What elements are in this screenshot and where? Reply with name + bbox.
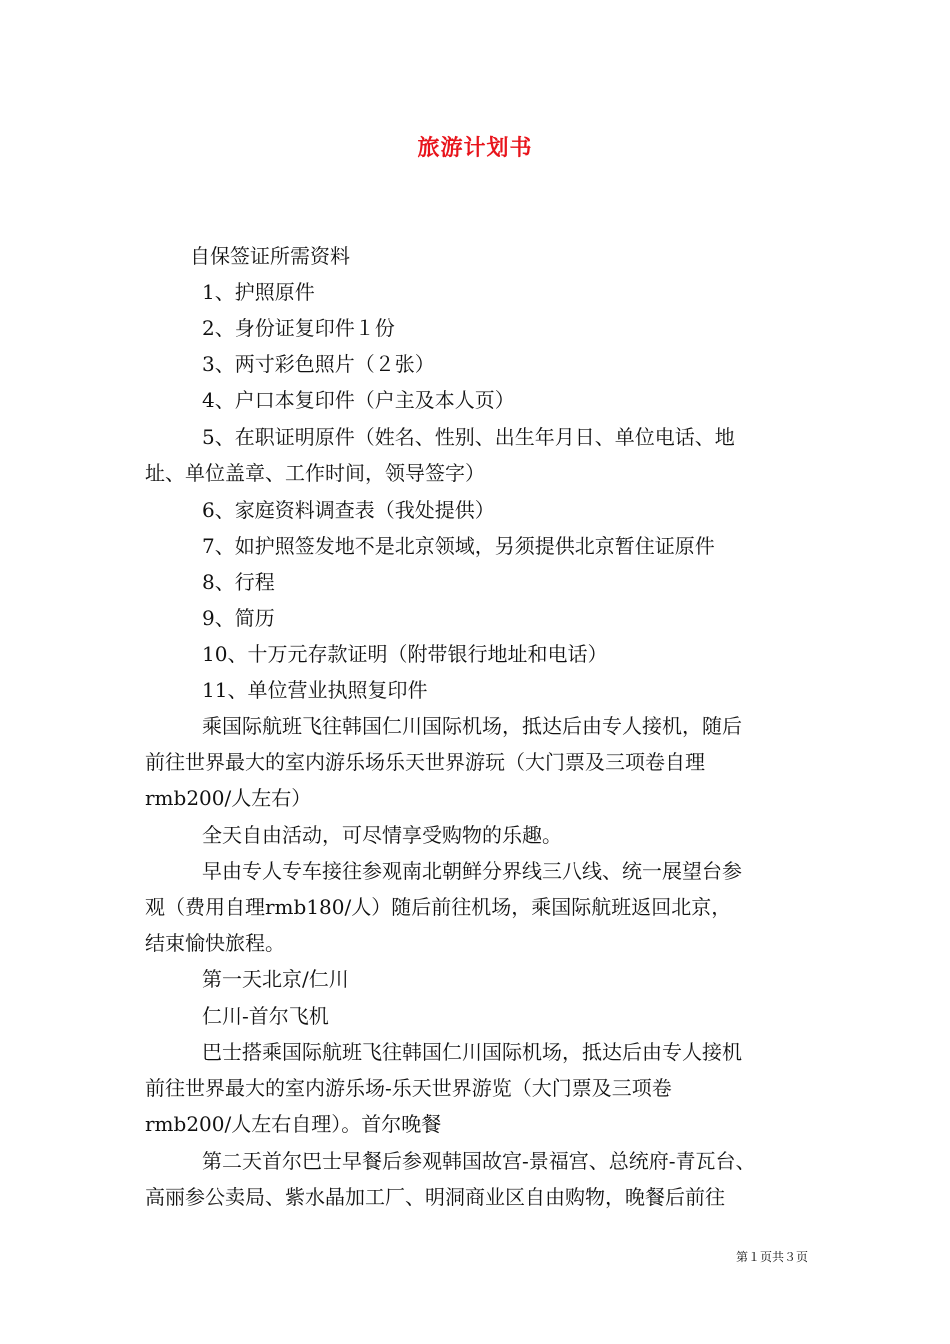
paragraph-line: 早由专人专车接往参观南北朝鲜分界线三八线、统一展望台参 [202,859,742,883]
paragraph-line: 8、行程 [202,570,275,594]
paragraph-line: 1、护照原件 [202,280,315,304]
paragraph-line: 观（费用自理rmb180/人）随后前往机场，乘国际航班返回北京， [145,895,732,919]
paragraph-line: 11、单位营业执照复印件 [202,678,428,702]
paragraph-line: 乘国际航班飞往韩国仁川国际机场，抵达后由专人接机，随后 [202,714,742,738]
paragraph-line: 3、两寸彩色照片（２张） [202,352,435,376]
paragraph-line: 第二天首尔巴士早餐后参观韩国故宫-景福宫、总统府-青瓦台、 [202,1149,756,1173]
page-footer: 第１页共３页 [735,1250,808,1264]
paragraph-line: 4、户口本复印件（户主及本人页） [202,388,515,412]
paragraph-line: 结束愉快旅程。 [145,931,285,955]
paragraph-line: 自保签证所需资料 [190,244,350,268]
paragraph-line: 7、如护照签发地不是北京领域，另须提供北京暂住证原件 [202,534,715,558]
paragraph-line: 9、简历 [202,606,275,630]
paragraph-line: 高丽参公卖局、紫水晶加工厂、明洞商业区自由购物，晚餐后前往 [145,1185,725,1209]
paragraph-line: 巴士搭乘国际航班飞往韩国仁川国际机场，抵达后由专人接机 [202,1040,742,1064]
paragraph-line: 仁川-首尔飞机 [202,1004,329,1028]
paragraph-line: 址、单位盖章、工作时间，领导签字） [145,461,485,485]
page-title: 旅游计划书 [417,135,533,161]
paragraph-line: 5、在职证明原件（姓名、性别、出生年月日、单位电话、地 [202,425,735,449]
paragraph-line: rmb200/人左右） [145,786,312,810]
paragraph-line: 10、十万元存款证明（附带银行地址和电话） [202,642,608,666]
paragraph-line: rmb200/人左右自理）。首尔晚餐 [145,1112,442,1136]
paragraph-line: 全天自由活动，可尽情享受购物的乐趣。 [202,823,562,847]
paragraph-line: 前往世界最大的室内游乐场-乐天世界游览（大门票及三项卷 [145,1076,672,1100]
paragraph-line: 第一天北京/仁川 [202,967,349,991]
paragraph-line: 2、身份证复印件１份 [202,316,395,340]
paragraph-line: 6、家庭资料调查表（我处提供） [202,498,495,522]
paragraph-line: 前往世界最大的室内游乐场乐天世界游玩（大门票及三项卷自理 [145,750,705,774]
